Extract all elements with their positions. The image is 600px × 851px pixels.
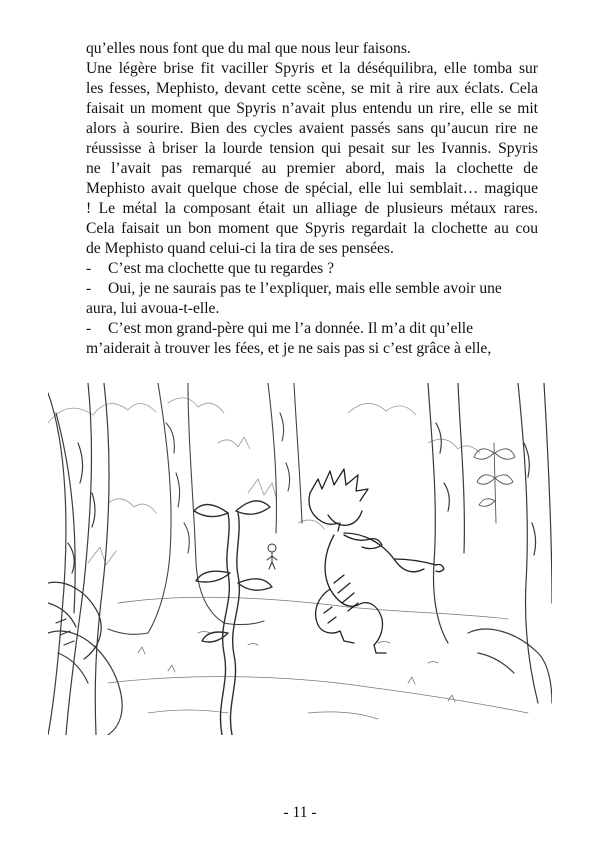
text-line: de Mephisto quand celui-ci la tira de ses pensées. [86,240,394,257]
text-line: Mephisto avait quelque chose de spécial, elle lui semblait… magique [86,180,538,197]
text-line: ne l’avait pas remarqué au premier abord, mais la clochette de [86,160,538,177]
dialogue-line [86,339,538,359]
dialogue-text: m’aiderait à trouver les fées, et je ne sais pas si c’est grâce à elle, [86,340,492,357]
forest-sketch [48,383,552,735]
text-line: réussisse à briser la lourde tension qui pesait sur les Ivannis. Spyris [86,140,538,157]
dialogue-line [86,319,538,339]
dialogue-text: Oui, je ne saurais pas te l’expliquer, mais elle semble avoir une [108,280,502,297]
dialogue-text: aura, lui avoua-t-elle. [86,300,220,317]
text-line: ! Le métal la composant était un alliage de plusieurs métaux rares. [86,200,538,217]
forest-illustration [48,383,552,735]
text-line: alors à sourire. Bien des cycles avaient passés sans qu’aucun rire ne [86,120,538,137]
text-line: Une légère brise fit vaciller Spyris et la déséquilibra, elle tomba sur [86,60,538,77]
dialogue-dash: - [86,260,92,277]
dialogue-line [86,259,538,279]
dialogue-text: C’est ma clochette que tu regardes ? [108,260,335,277]
text-line: les fesses, Mephisto, devant cette scène, se mit à rire aux éclats. Cela [86,80,538,97]
text-line: Cela faisait un bon moment que Spyris regardait la clochette au cou [86,220,538,237]
page-number: - 11 - [283,804,317,821]
text-line: qu’elles nous font que du mal que nous leur faisons. [86,40,411,57]
dialogue-line [86,279,538,299]
story-text [86,39,538,359]
dialogue-dash: - [86,280,92,297]
text-line: faisait un moment que Spyris n’avait plus entendu un rire, elle se mit [86,100,538,117]
dialogue-line [86,299,538,319]
dialogue-text: C’est mon grand-père qui me l’a donnée. Il m’a dit qu’elle [108,320,474,337]
dialogue-dash: - [86,320,92,337]
